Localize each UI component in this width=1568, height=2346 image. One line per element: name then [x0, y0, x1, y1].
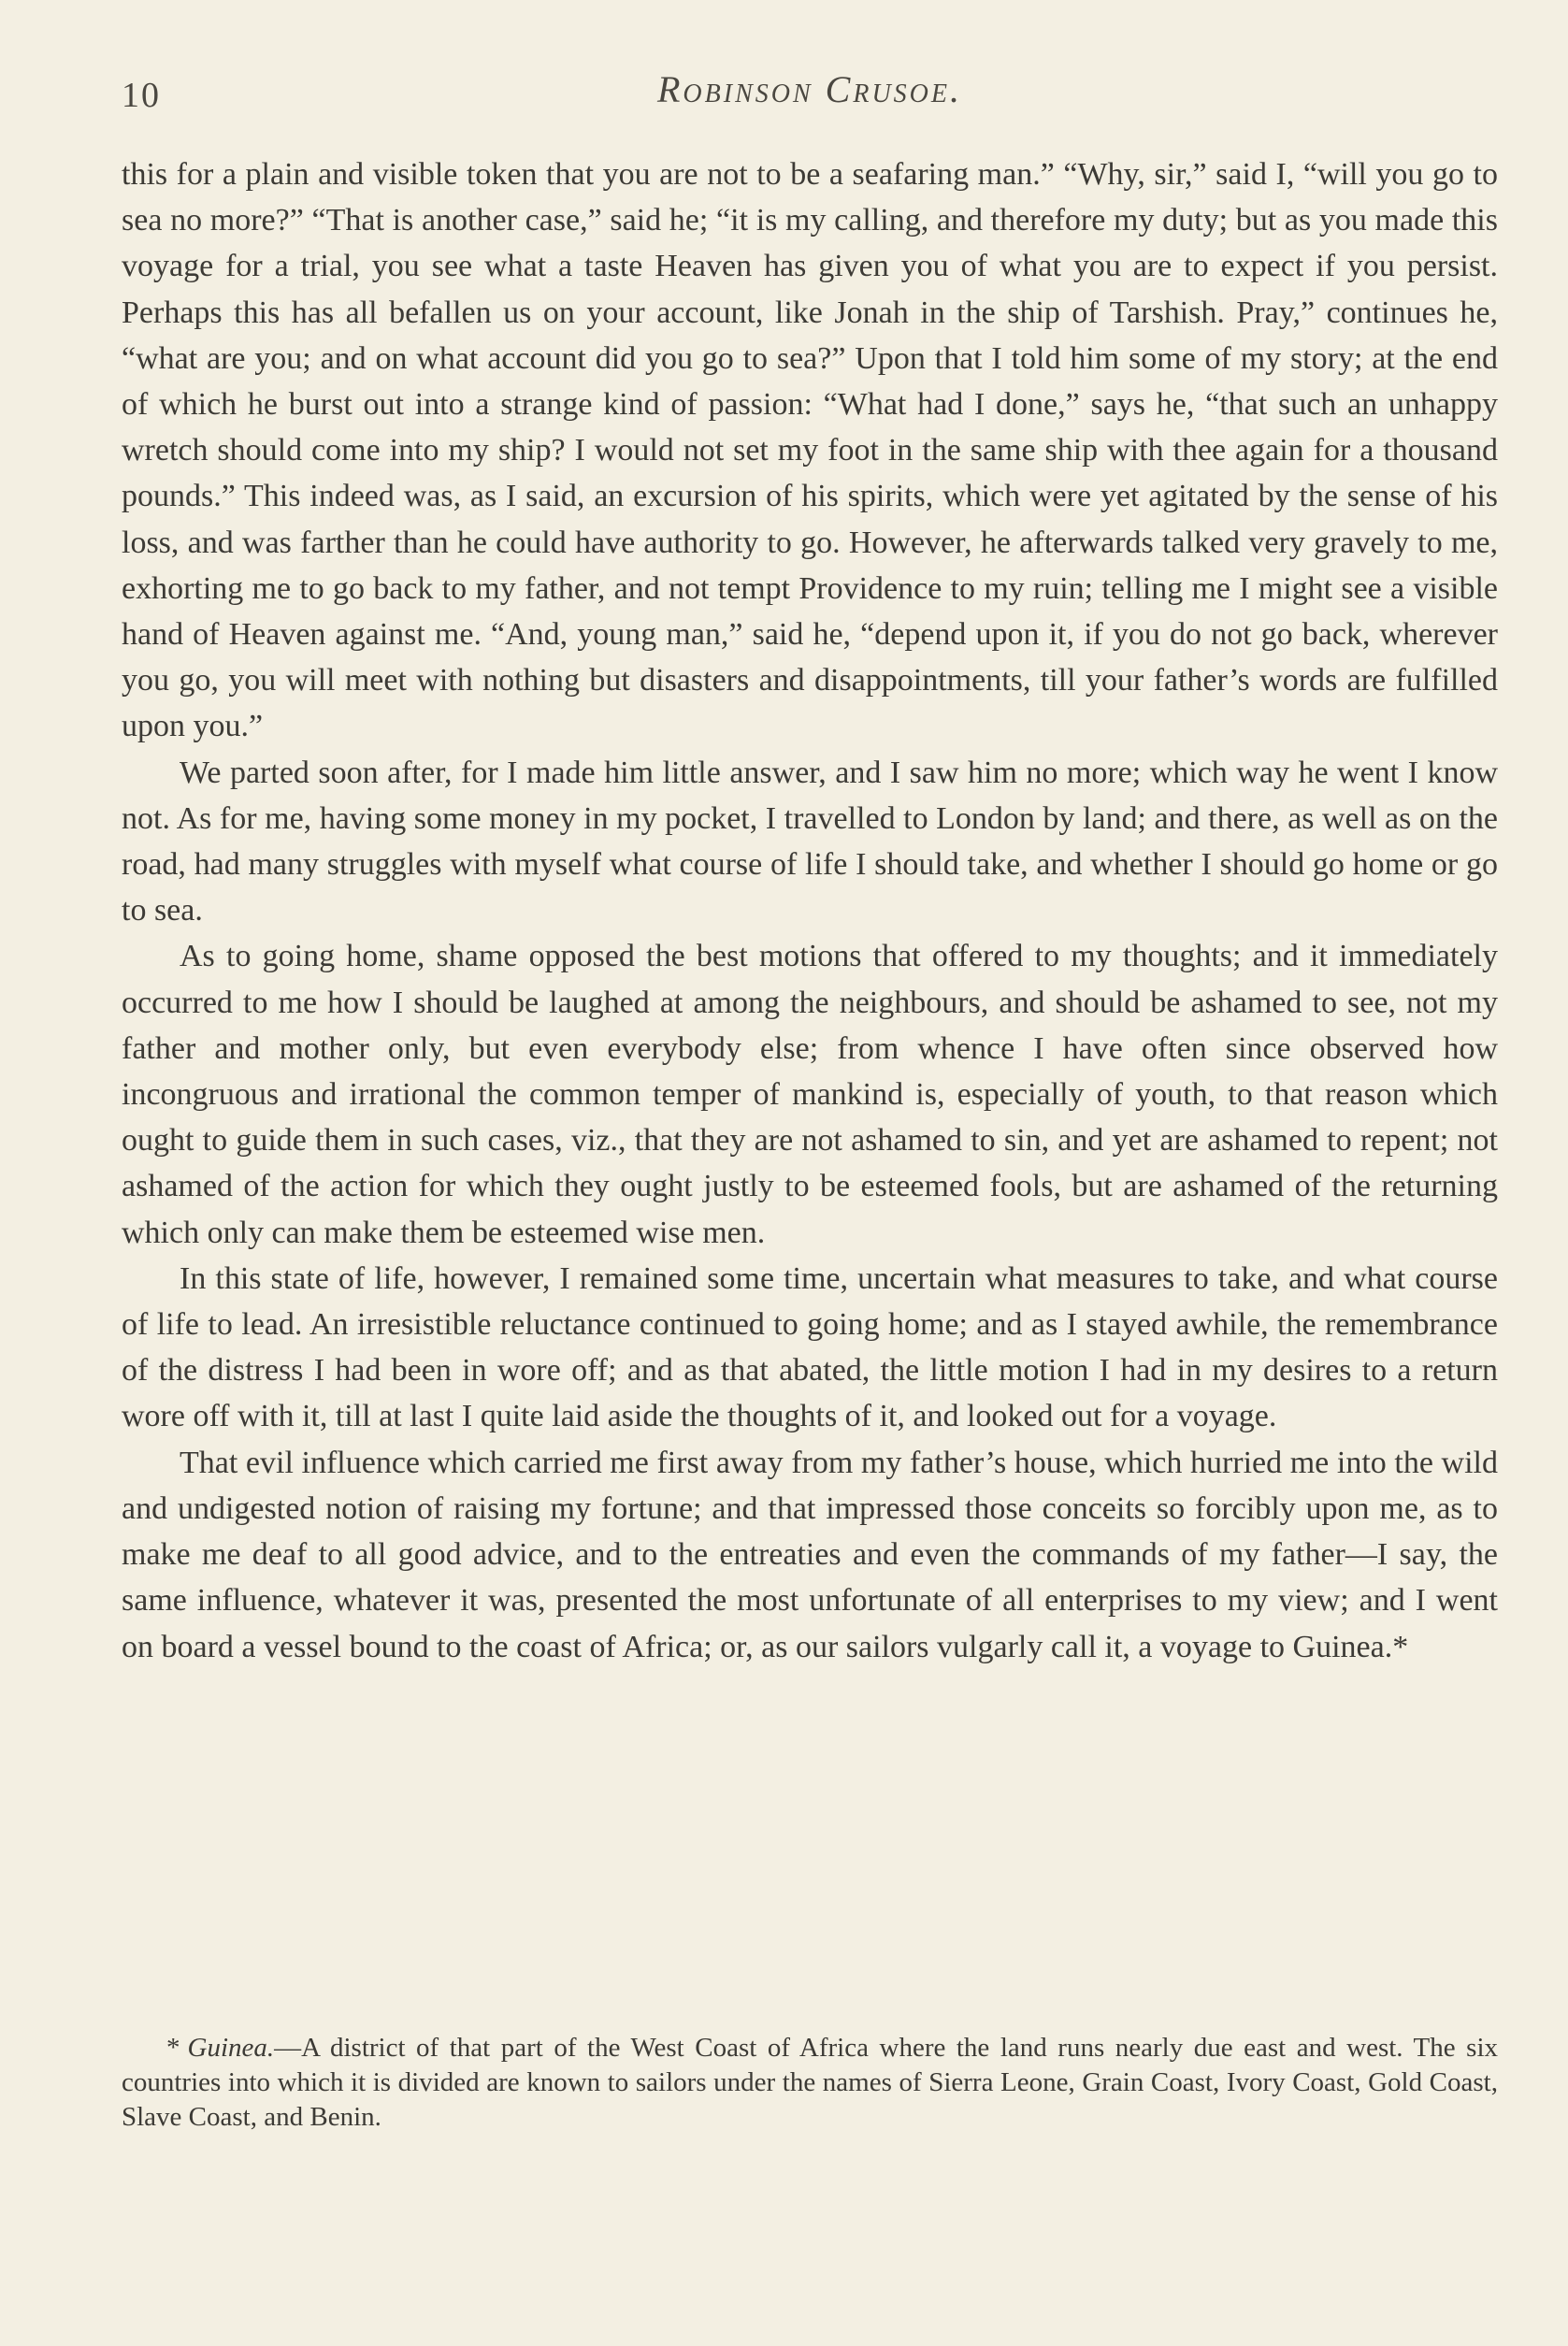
footnote-term: Guinea. [187, 2033, 275, 2063]
body-text [122, 151, 1498, 1670]
paragraph-3: As to going home, shame opposed the best motions that offered to my thoughts; and it immediately occurred to me how I should be laughed at among the neighbours, and should be ashamed to see, not my father and mother only, but even everybody else; from whence I have often since observed how incongruous and irrational the common temper of mankind is, especially of youth, to that reason which ought to guide them in such cases, viz., that they are not ashamed to sin, and yet are ashamed to repent; not ashamed of the action for which they ought justly to be esteemed fools, but are ashamed of the returning which only can make them be esteemed wise men. [122, 939, 1498, 1250]
footnote [122, 2031, 1498, 2135]
paragraph-4: In this state of life, however, I remained some time, uncertain what measures to take, and what course of life to lead. An irresistible reluctance continued to going home; and as I stayed awhile, the remembrance of the distress I had been in wore off; and as that abated, the little motion I had in my desires to a return wore off with it, till at last I quite laid aside the thoughts of it, and looked out for a voyage. [122, 1260, 1498, 1434]
running-head: Robinson Crusoe. [657, 68, 962, 110]
page-number: 10 [122, 76, 161, 115]
paragraph-1: this for a plain and visible token that you are not to be a seafaring man.” “Why, sir,” said I, “will you go to sea no more?” “That is another case,” said he; “it is my calling, and therefore my duty; but as you made this voyage for a trial, you see what a taste Heaven has given you of what you are to expect if you persist. Perhaps this has all befallen us on your account, like Jonah in the ship of Tarshish. Pray,” continues he, “what are you; and on what account did you go to sea?” Upon that I told him some of my story; at the end of which he burst out into a strange kind of passion: “What had I done,” says he, “that such an unhappy wretch should come into my ship? I would not set my foot in the same ship with thee again for a thousand pounds.” This indeed was, as I said, an excursion of his spirits, which were yet agitated by the sense of his loss, and was farther than he could have authority to go. However, he afterwards talked very gravely to me, exhorting me to go back to my father, and not tempt Providence to my ruin; telling me I might see a visible hand of Heaven against me. “And, young man,” said he, “depend upon it, if you do not go back, wherever you go, you will meet with nothing but disasters and disappointments, till your father’s words are fulfilled upon you.” [122, 157, 1498, 744]
footnote-marker: * [166, 2033, 180, 2063]
footnote-text: —A district of that part of the West Coast of Africa where the land runs nearly due east and west. The six countries into which it is divided are known to sailors under the names of Sierra Leone, Grain Coast, Ivory Coast, Gold Coast, Slave Coast, and Benin. [122, 2033, 1498, 2132]
paragraph-5: That evil influence which carried me first away from my father’s house, which hurried me into the wild and undigested notion of raising my fortune; and that impressed those conceits so forcibly upon me, as to make me deaf to all good advice, and to the entreaties and even the commands of my father—I say, the same influence, whatever it was, presented the most unfortunate of all enterprises to my view; and I went on board a vessel bound to the coast of Africa; or, as our sailors vulgarly call it, a voyage to Guinea.* [122, 1445, 1498, 1664]
page-header [122, 67, 1498, 123]
paragraph-2: We parted soon after, for I made him little answer, and I saw him no more; which way he went I know not. As for me, having some money in my pocket, I travelled to London by land; and there, as well as on the road, had many struggles with myself what course of life I should take, and whether I should go home or go to sea. [122, 755, 1498, 928]
